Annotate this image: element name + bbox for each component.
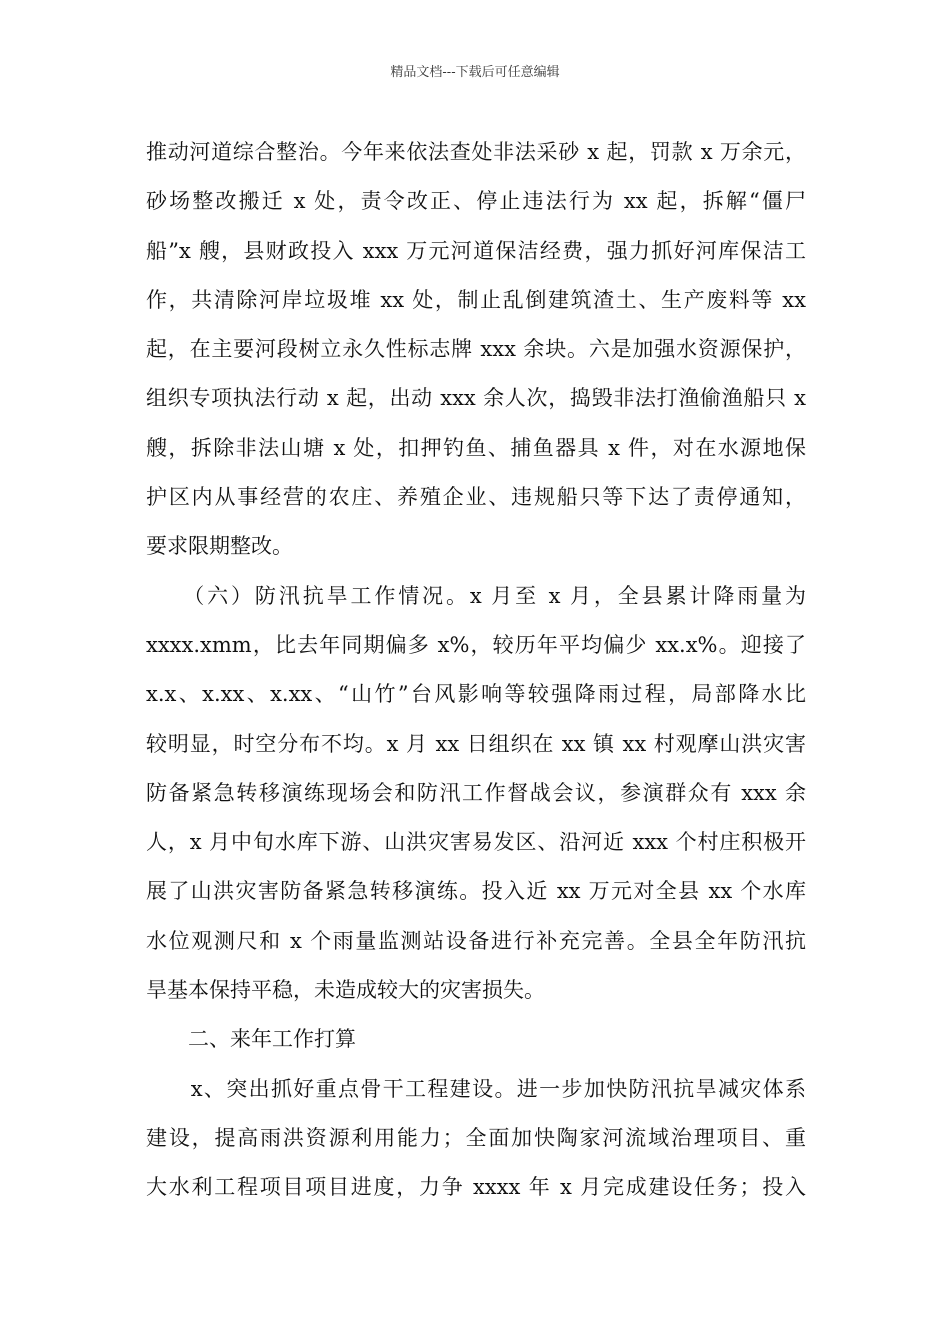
text-line: 要求限期整改。: [146, 534, 293, 559]
page-header: 精品文档---下载后可任意编辑: [390, 65, 560, 80]
section-heading: （六）防汛抗旱工作情况。x 月至 x 月，全县累计降雨量为: [146, 583, 806, 608]
text-line: 旱基本保持平稳，未造成较大的灾害损失。: [146, 978, 545, 1003]
document-body: [146, 128, 806, 1213]
text-line: 船”x 艘，县财政投入 xxx 万元河道保洁经费，强力抓好河库保洁工: [146, 238, 806, 263]
text-line: 水位观测尺和 x 个雨量监测站设备进行补充完善。全县全年防汛抗: [146, 928, 806, 953]
text-line: 人，x 月中旬水库下游、山洪灾害易发区、沿河近 xxx 个村庄积极开: [146, 830, 806, 855]
text-line: 建设，提高雨洪资源利用能力；全面加快陶家河流域治理项目、重: [146, 1125, 806, 1150]
text-line: x.x、x.xx、x.xx、“山竹”台风影响等较强降雨过程，局部降水比: [146, 682, 806, 707]
text-line: 较明显，时空分布不均。x 月 xx 日组织在 xx 镇 xx 村观摩山洪灾害: [146, 731, 806, 756]
section-heading: x、突出抓好重点骨干工程建设。进一步加快防汛抗旱减灾体系: [146, 1076, 806, 1101]
text-line: xxxx.xmm，比去年同期偏多 x%，较历年平均偏少 xx.x%。迎接了: [146, 632, 806, 657]
text-line: 防备紧急转移演练现场会和防汛工作督战会议，参演群众有 xxx 余: [146, 780, 806, 805]
section-heading: 二、来年工作打算: [146, 1027, 356, 1052]
text-line: 推动河道综合整治。今年来依法查处非法采砂 x 起，罚款 x 万余元，: [146, 140, 806, 164]
text-line: 起，在主要河段树立永久性标志牌 xxx 余块。六是加强水资源保护，: [146, 337, 806, 362]
text-line: 大水利工程项目项目进度，力争 xxxx 年 x 月完成建设任务；投入: [146, 1175, 806, 1200]
text-line: 艘，拆除非法山塘 x 处，扣押钓鱼、捕鱼器具 x 件，对在水源地保: [146, 435, 806, 460]
text-line: 砂场整改搬迁 x 处，责令改正、停止违法行为 xx 起，拆解“僵尸: [146, 189, 806, 214]
text-line: 组织专项执法行动 x 起，出动 xxx 余人次，捣毁非法打渔偷渔船只 x: [146, 386, 806, 411]
text-line: 护区内从事经营的农庄、养殖企业、违规船只等下达了责停通知，: [146, 485, 806, 510]
text-line: 作，共清除河岸垃圾堆 xx 处，制止乱倒建筑渣土、生产废料等 xx: [146, 287, 806, 312]
text-line: 展了山洪灾害防备紧急转移演练。投入近 xx 万元对全县 xx 个水库: [146, 879, 806, 904]
